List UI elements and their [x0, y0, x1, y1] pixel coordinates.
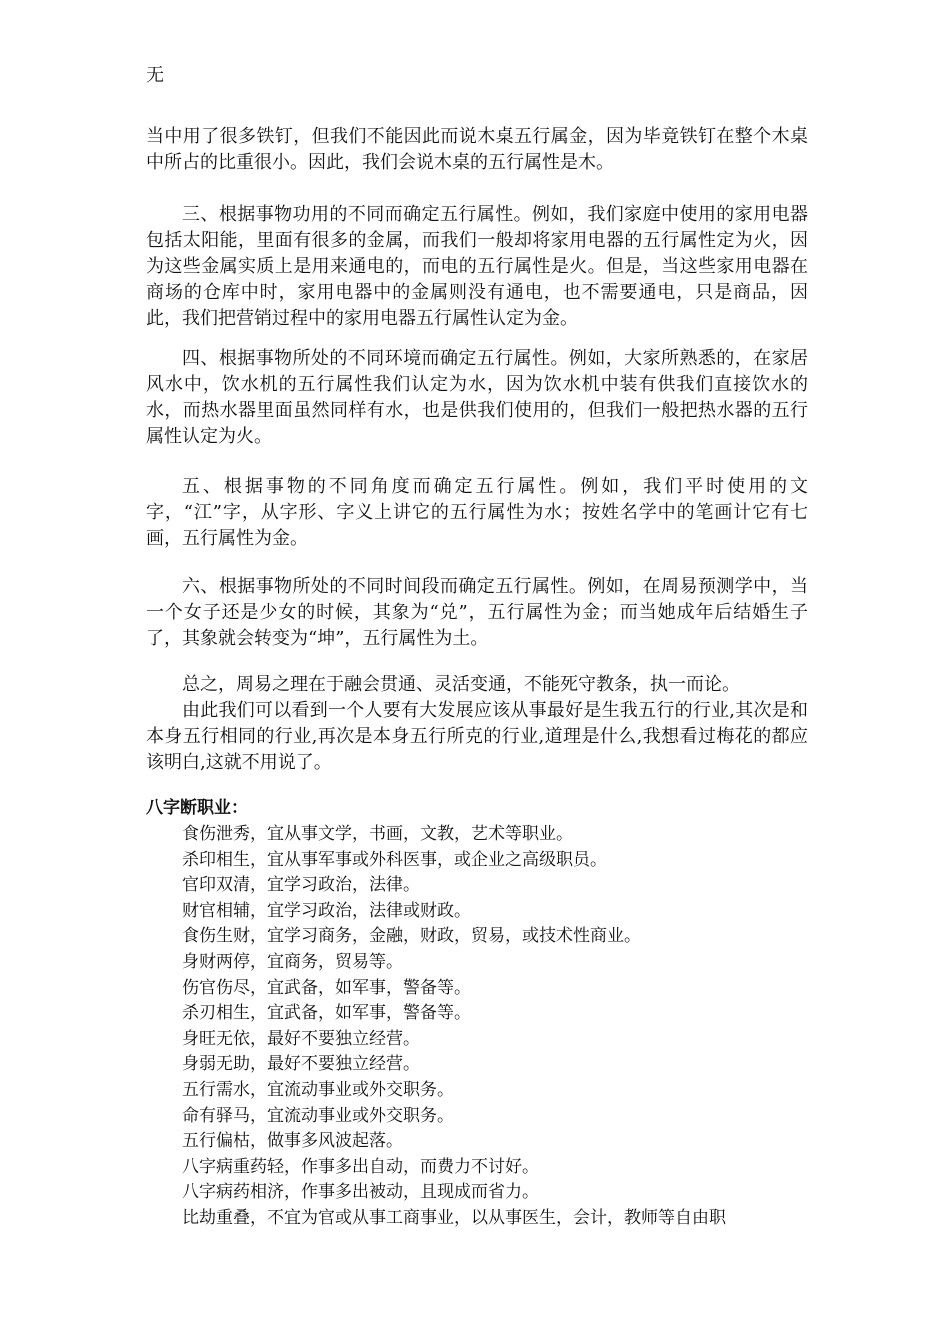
paragraph-point-five: 五、根据事物的不同角度而确定五行属性。例如，我们平时使用的文字，“江”字，从字形、字义上讲它的五行属性为水；按姓名学中的笔画计它有七画，五行属性为金。: [146, 476, 808, 549]
paragraph-point-three: 三、根据事物功用的不同而确定五行属性。例如，我们家庭中使用的家用电器包括太阳能，里面有很多的金属，而我们一般却将家用电器的五行属性定为火，因为这些金属实质上是用来通电的，而电的五行属性是火。但是，当这些家用电器在商场的仓库中时，家用电器中的金属则没有通电，也不需要通电，只是商品，因此，我们把营销过程中的家用电器五行属性认定为金。: [146, 204, 808, 329]
list-item: 五行偏枯，做事多风波起落。: [182, 1131, 403, 1152]
paragraph-point-four: 四、根据事物所处的不同环境而确定五行属性。例如，大家所熟悉的，在家居风水中，饮水机的五行属性我们认定为水，因为饮水机中装有供我们直接饮水的水，而热水器里面虽然同样有水，也是供我们使用的，但我们一般把热水器的五行属性认定为火。: [146, 348, 808, 447]
paragraph-summary: 总之，周易之理在于融会贯通、灵活变通，不能死守教条，执一而论。: [182, 674, 740, 695]
list-item: 杀印相生，宜从事军事或外科医事，或企业之高级职员。: [182, 849, 607, 870]
list-item: 命有驿马，宜流动事业或外交职务。: [182, 1105, 454, 1126]
paragraph-continuation: 当中用了很多铁钉，但我们不能因此而说木桌五行属金，因为毕竟铁钉在整个木桌中所占的比重很小。因此，我们会说木桌的五行属性是木。: [146, 126, 808, 173]
list-item: 杀刃相生，宜武备，如军事，警备等。: [182, 1003, 471, 1024]
list-item: 身财两停，宜商务，贸易等。: [182, 951, 403, 972]
list-item: 八字病药相济，作事多出被动，且现成而省力。: [182, 1182, 539, 1203]
paragraph-conclusion: 由此我们可以看到一个人要有大发展应该从事最好是生我五行的行业,其次是和本身五行相同的行业,再次是本身五行所克的行业,道理是什么,我想看过梅花的都应该明白,这就不用说了。: [146, 700, 808, 773]
section-title: 八字断职业：: [146, 798, 248, 818]
paragraph-point-six: 六、根据事物所处的不同时间段而确定五行属性。例如，在周易预测学中，当一个女子还是少女的时候，其象为“兑”，五行属性为金；而当她成年后结婚生子了，其象就会转变为“坤”，五行属性为土。: [146, 576, 808, 649]
list-item: 五行需水，宜流动事业或外交职务。: [182, 1079, 454, 1100]
list-item: 财官相辅，宜学习政治，法律或财政。: [182, 900, 471, 921]
list-item: 食伤泄秀，宜从事文学，书画，文教，艺术等职业。: [182, 824, 573, 844]
list-item: 伤官伤尽，宜武备，如军事，警备等。: [182, 977, 471, 998]
list-item: 比劫重叠，不宜为官或从事工商事业，以从事医生，会计，教师等自由职: [182, 1207, 726, 1228]
list-item: 身旺无依，最好不要独立经营。: [182, 1028, 420, 1049]
list-item: 官印双清，宜学习政治，法律。: [182, 875, 420, 896]
list-item: 身弱无助，最好不要独立经营。: [182, 1054, 420, 1075]
career-list: [146, 822, 826, 1232]
list-item: 食伤生财，宜学习商务，金融，财政，贸易，或技术性商业。: [182, 926, 641, 947]
list-item: 八字病重药轻，作事多出自动，而费力不讨好。: [182, 1156, 539, 1177]
page-header: 无: [146, 65, 164, 86]
